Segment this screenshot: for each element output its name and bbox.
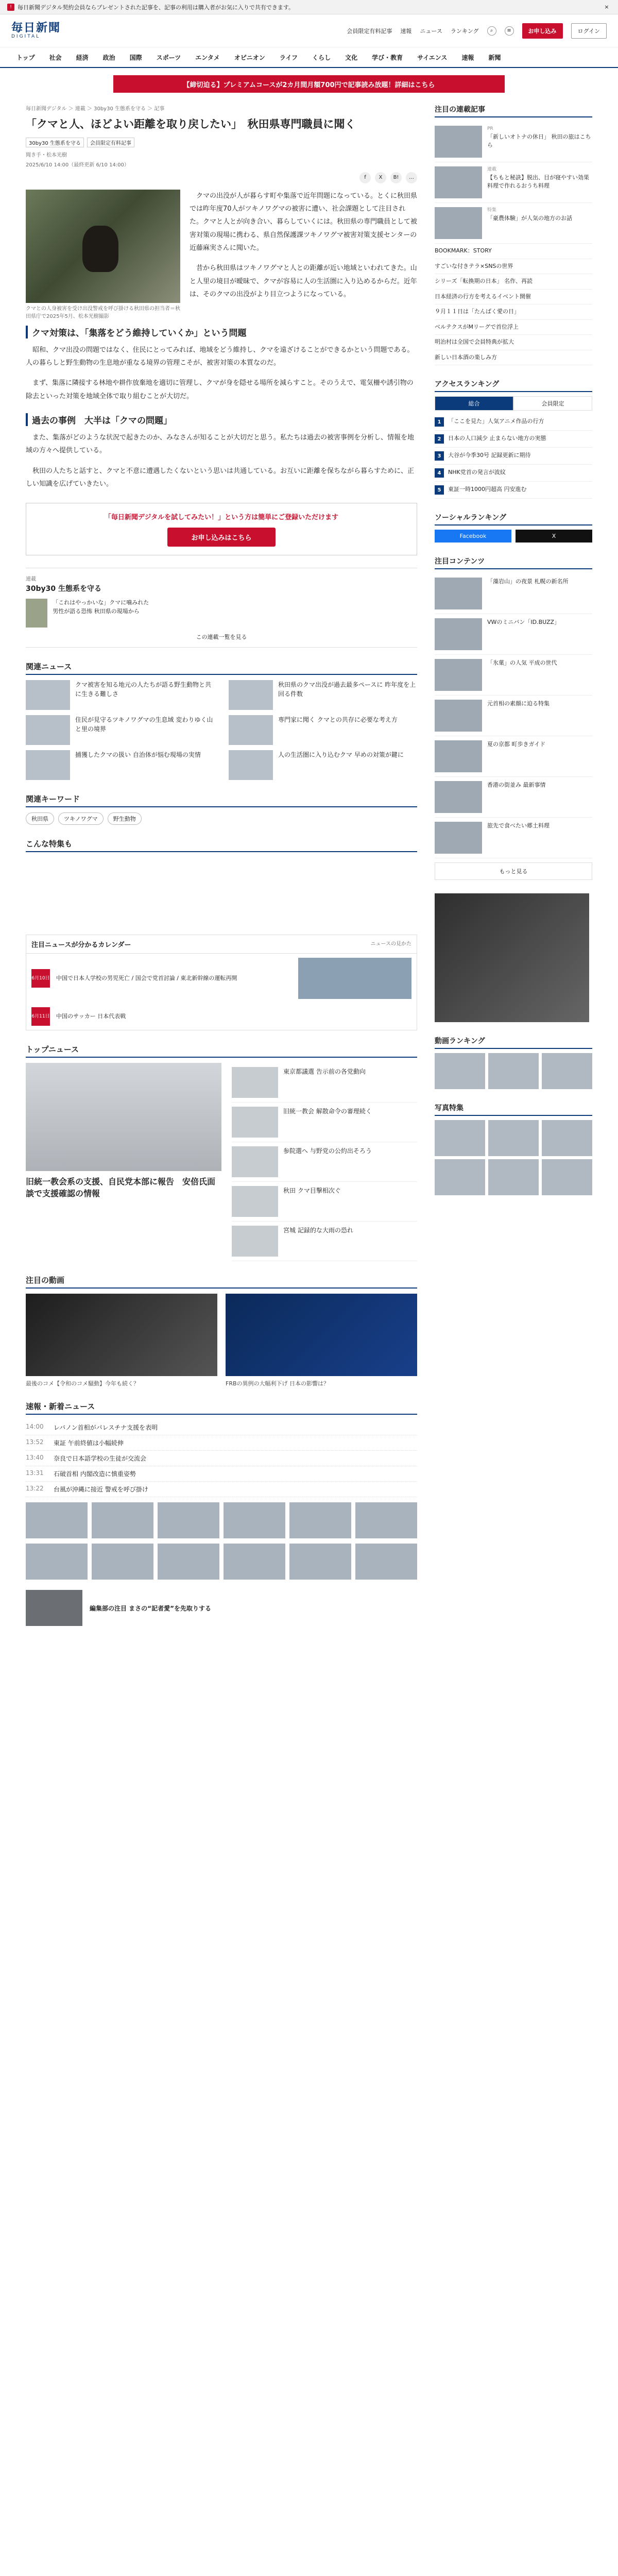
photo-feature-thumb[interactable] <box>542 1120 592 1156</box>
gnav-item[interactable]: オピニオン <box>234 54 265 61</box>
series-thumb <box>26 599 47 628</box>
series-card[interactable] <box>26 599 149 628</box>
keyword-chip[interactable]: 秋田県 <box>26 812 54 825</box>
gnav-item[interactable]: エンタメ <box>195 54 220 61</box>
related-heading: 関連ニュース <box>26 661 417 675</box>
side-ad[interactable] <box>435 893 589 1022</box>
side-recommend-item[interactable]: 特集 「豪農体験」が人気の地方のお話 <box>435 203 592 244</box>
keywords-heading: 関連キーワード <box>26 793 417 807</box>
photo-thumb[interactable] <box>355 1502 417 1538</box>
ranking-item[interactable]: 3 大谷が今季30号 記録更新に期待 <box>435 448 592 465</box>
article-author: 聞き手・松本光樹 <box>26 152 67 158</box>
side-content-heading: 注目コンテンツ <box>435 556 592 569</box>
header-nav-premium[interactable]: 会員限定有料記事 <box>347 27 392 35</box>
paragraph: クマの出没が人が暮らす町や集落で近年問題になっている。とくに秋田県では昨年度70人がツキノワグマの被害に遭い、社会課題として注目された。クマと人とが向き合い、暮らしていくには。秋田県の専門職員として被害対策の現場に携わる、県自然保護課ツキノワグマ被害対策支援センターの近藤麻実さんに聞いた。 <box>190 192 418 252</box>
side-link[interactable]: 日本経済の行方を考えるイベント開催 <box>435 290 592 305</box>
article-main <box>26 104 417 1626</box>
side-link[interactable]: 新しい日本酒の楽しみ方 <box>435 350 592 366</box>
topnews-image <box>26 1063 221 1171</box>
header-nav <box>347 23 607 39</box>
header-nav-breaking[interactable]: 速報 <box>400 27 412 35</box>
ranking-item[interactable]: 5 東証一時1000円超高 円安進む <box>435 482 592 499</box>
video-thumb[interactable] <box>226 1294 417 1376</box>
photo-thumb[interactable] <box>224 1502 285 1538</box>
side-link[interactable]: BOOKMARK：STORY <box>435 244 592 259</box>
related-list <box>26 680 417 780</box>
newslist <box>26 1420 417 1497</box>
series-label: 連載 <box>26 577 36 583</box>
premium-tag: 会員限定有料記事 <box>87 138 134 147</box>
close-icon[interactable]: × <box>604 4 609 10</box>
series-more-link[interactable]: この連載一覧を見る <box>196 634 247 641</box>
side-content-item[interactable]: 「氷菓」の人気 平成の世代 <box>435 655 592 696</box>
ranking-item[interactable]: 2 日本の人口減少 止まらない地方の実態 <box>435 431 592 448</box>
photo-row <box>26 1544 417 1580</box>
video-ranking-thumb[interactable] <box>435 1053 485 1089</box>
article-photo[interactable] <box>26 190 180 303</box>
paragraph: 秋田の人たちと話すと、クマと不意に遭遇したくないという思いは共通している。お互いに距離を保ちながら暮らすために、正しい知識を広げていきたい。 <box>26 467 415 488</box>
photo-thumb[interactable] <box>26 1502 88 1538</box>
side-content-item[interactable]: 香港の街並み 最新事情 <box>435 777 592 818</box>
calendar-day: 6月10日 <box>31 969 50 988</box>
article-title: 「クマと人、ほどよい距離を取り戻したい」 秋田県専門職員に聞く <box>26 117 356 130</box>
gnav-item[interactable]: サイエンス <box>417 54 448 61</box>
article-figure <box>26 190 180 320</box>
calendar-text[interactable]: 中国で日本人学校の男児死亡 / 国会で党首討論 / 東北新幹線の運転再開 <box>56 974 237 981</box>
notice-icon: ! <box>7 4 14 11</box>
gnav-item[interactable]: スポーツ <box>156 54 181 61</box>
photo-feature-thumb[interactable] <box>542 1159 592 1195</box>
side-content-item[interactable]: 「藻岩山」の夜景 札幌の新名所 <box>435 573 592 614</box>
article-date: 2025/6/10 14:00（最終更新 6/10 14:00） <box>26 162 129 168</box>
subscribe-button[interactable]: お申し込み <box>522 23 563 39</box>
site-logo[interactable]: 毎日新聞 DIGITAL <box>11 21 61 39</box>
related-item[interactable]: クマ被害を知る地元の人たちが語る野生動物と共に生きる難しさ <box>26 680 214 710</box>
ranking-tab-premium[interactable]: 会員限定 <box>513 396 592 411</box>
news-row[interactable]: 13:31 石破首相 内閣改造に慎重姿勢 <box>26 1466 417 1482</box>
calendar-heading: 注目ニュースが分かるカレンダー <box>31 941 131 950</box>
side-content-item[interactable]: 旅先で食べたい郷土料理 <box>435 818 592 858</box>
site-header <box>0 14 618 47</box>
related-item[interactable]: 秋田県のクマ出没が過去最多ペースに 昨年度を上回る件数 <box>229 680 417 710</box>
calendar-thumb[interactable] <box>298 958 411 999</box>
topnews-heading: トップニュース <box>26 1044 417 1058</box>
photo-thumb[interactable] <box>158 1502 219 1538</box>
video-caption[interactable]: 最後のコメ【令和のコメ騒動】今年も続く？ <box>26 1380 139 1387</box>
ranking-heading: アクセスランキング <box>435 379 592 392</box>
topnews-item[interactable]: 旧統一教会 解散命令の審理続く <box>232 1103 417 1142</box>
gnav-item[interactable]: トップ <box>16 54 35 61</box>
gnav-item[interactable]: ライフ <box>279 54 298 61</box>
hatena-icon[interactable]: B! <box>390 172 402 183</box>
calendar-day: 6月11日 <box>31 1007 50 1026</box>
keyword-chip[interactable]: ツキノワグマ <box>58 812 104 825</box>
more-icon[interactable]: … <box>406 172 417 183</box>
ranking-item[interactable]: 1 「ここを見た」人気アニメ作品の行方 <box>435 414 592 431</box>
side-content-item[interactable]: 夏の京都 町歩きガイド <box>435 736 592 777</box>
header-nav-news[interactable]: ニュース <box>420 27 442 35</box>
series-box <box>26 568 417 648</box>
gnav-item[interactable]: 政治 <box>102 54 115 61</box>
photo-thumb[interactable] <box>92 1502 153 1538</box>
breadcrumb[interactable]: 毎日新聞デジタル ＞ 連載 ＞ 30by30 生態系を守る ＞ 記事 <box>26 106 165 112</box>
search-icon[interactable]: ⌕ <box>487 26 496 36</box>
video-ranking-thumb[interactable] <box>542 1053 592 1089</box>
related-item[interactable]: 捕獲したクマの扱い 自治体が悩む現場の実情 <box>26 750 214 780</box>
social-tab-facebook[interactable]: Facebook <box>435 530 511 543</box>
news-row[interactable]: 13:52 東証 午前終値は小幅続伸 <box>26 1435 417 1451</box>
photo-feature-thumb[interactable] <box>435 1120 485 1156</box>
paragraph: 昔から秋田県はツキノワグマと人との距離が近い地域といわれてきた。山と人里の境目が曖昧で、クマが容易に人の生活圏に入り込めるからだ。近年は、そのクマの出没がより目立つようになっている。 <box>190 264 417 298</box>
news-row[interactable]: 13:40 奈良で日本語学校の生徒が交流会 <box>26 1451 417 1466</box>
related-item[interactable]: 人の生活圏に入り込むクマ 早めの対策が鍵に <box>229 750 417 780</box>
photo-feature-heading: 写真特集 <box>435 1103 592 1116</box>
photo-thumb[interactable] <box>224 1544 285 1580</box>
paragraph: また、集落がどのような状況で起きたのか、みなさんが知ることが大切だと思う。私たちは過去の被害事例を分析し、情報を地域の方々へ提供している。 <box>26 433 415 455</box>
section-heading: 過去の事例 大半は「クマの問題」 <box>26 413 417 426</box>
section-heading: クマ対策は、「集落をどう維持していくか」という問題 <box>26 326 417 338</box>
calendar-box <box>26 935 417 1030</box>
news-row[interactable]: 13:22 台風が沖縄に接近 警戒を呼び掛け <box>26 1482 417 1497</box>
video-heading: 注目の動画 <box>26 1275 417 1289</box>
paywall-subscribe-button[interactable]: お申し込みはこちら <box>167 528 275 547</box>
header-nav-ranking[interactable]: ランキング <box>450 27 479 35</box>
paragraph: まず、集落に隣接する林地や耕作放棄地を適切に管理し、クマが身を隠せる場所を減らすこと。そのうえで、電気柵や誘引物の除去といった対策を地域全体で取り組むことが大切だ。 <box>26 379 414 400</box>
series-tag[interactable]: 30by30 生態系を守る <box>26 138 84 147</box>
topnews-main[interactable] <box>26 1063 221 1261</box>
facebook-icon[interactable]: f <box>359 172 371 183</box>
video-ranking-heading: 動画ランキング <box>435 1036 592 1049</box>
side-link[interactable]: すごいな付きテラ×SNSの世界 <box>435 259 592 275</box>
side-link[interactable]: ９月１１日は「たんばく愛の日」 <box>435 304 592 320</box>
global-nav <box>0 47 618 68</box>
menu-icon[interactable]: ≡ <box>505 26 514 36</box>
calendar-more[interactable]: ニュースの見かた <box>370 941 411 947</box>
x-icon[interactable]: X <box>375 172 386 183</box>
related-item[interactable]: 専門家に聞く クマとの共存に必要な考え方 <box>229 715 417 745</box>
ranking-item[interactable]: 4 NHK党首の発言が波紋 <box>435 465 592 482</box>
side-readmore-button[interactable]: もっと見る <box>435 862 592 880</box>
gnav-item[interactable]: 学び・教育 <box>372 54 403 61</box>
gnav-item[interactable]: 経済 <box>76 54 89 61</box>
side-content-item[interactable]: VWのミニバン「ID.BUZZ」 <box>435 614 592 655</box>
likes-area <box>26 857 417 919</box>
side-recommend-item[interactable]: 連載 【ちもと秘訣】脱出、目が寝やすい効果 料理で作れるおうち料理 <box>435 162 592 203</box>
side-recommend-heading: 注目の連載記事 <box>435 104 592 117</box>
topnews-title: 旧統一教会系の支援、自民党本部に報告 安倍氏面談で支援確認の情報 <box>26 1177 216 1199</box>
likes-heading: こんな特集も <box>26 838 417 852</box>
video-caption[interactable]: FRBの異例の大幅利下げ 日本の影響は？ <box>226 1380 330 1387</box>
video-thumb[interactable] <box>26 1294 217 1376</box>
calendar-text[interactable]: 中国のサッカー 日本代表戦 <box>56 1012 126 1020</box>
gnav-item[interactable]: 速報 <box>461 54 474 61</box>
paywall <box>26 503 417 555</box>
photo-thumb[interactable] <box>289 1544 351 1580</box>
photo-feature-thumb[interactable] <box>435 1159 485 1195</box>
related-item[interactable]: 住民が見守るツキノワグマの生息域 変わりゆく山と里の境界 <box>26 715 214 745</box>
series-title[interactable]: 30by30 生態系を守る <box>26 585 101 594</box>
video-ranking-thumb[interactable] <box>488 1053 539 1089</box>
paragraph: 昭和、クマ出没の問題ではなく、住民にとってみれば、地域をどう維持し、クマを遠ざけることができるかという問題である。人の暮らしと野生動物の生息地が重なる境界の管理こそが、被害対策の本質なのだ。 <box>26 346 414 367</box>
gnav-item[interactable]: 国際 <box>129 54 142 61</box>
social-tab-x[interactable]: X <box>516 530 592 543</box>
social-heading: ソーシャルランキング <box>435 512 592 526</box>
ranking-tab-all[interactable]: 総合 <box>435 396 513 411</box>
sidebar <box>435 104 592 1626</box>
notice-bar <box>0 0 618 14</box>
side-link[interactable]: シリーズ「転換期の日本」 名作、再読 <box>435 274 592 290</box>
keyword-list <box>26 812 417 825</box>
news-row[interactable]: 14:00 レバノン首相がパレスチナ支援を表明 <box>26 1420 417 1435</box>
share-bar <box>26 172 417 183</box>
gnav-item[interactable]: 社会 <box>49 54 62 61</box>
editor-pick[interactable] <box>26 1590 417 1626</box>
topnews-item[interactable]: 宮城 記録的な大雨の恐れ <box>232 1222 417 1261</box>
gnav-item[interactable]: 文化 <box>345 54 358 61</box>
photo-row <box>26 1502 417 1538</box>
photo-caption: クマとの人身被害を受け出没警戒を呼び掛ける秋田県の担当者＝秋田県庁で2025年5月、松本光樹撮影 <box>26 306 180 319</box>
photo-feature-thumb[interactable] <box>488 1120 539 1156</box>
side-recommend-item[interactable]: PR 「新しいオトナの休日」 秋田の旅はこちら <box>435 122 592 162</box>
side-link[interactable]: ベルテクスがMリーグで首位浮上 <box>435 320 592 335</box>
photo-thumb[interactable] <box>26 1544 88 1580</box>
photo-thumb[interactable] <box>289 1502 351 1538</box>
photo-feature-thumb[interactable] <box>488 1159 539 1195</box>
side-link[interactable]: 明治村は全国で会員特典が拡大 <box>435 335 592 350</box>
gnav-item[interactable]: 新聞 <box>488 54 501 61</box>
newslist-heading: 速報・新着ニュース <box>26 1401 417 1415</box>
keyword-chip[interactable]: 野生動物 <box>108 812 142 825</box>
promo-banner[interactable]: 【締切迫る】プレミアムコースが2カ月間月額700円で記事読み放題！詳細はこちら <box>113 75 505 93</box>
editor-pick-thumb <box>26 1590 82 1626</box>
topnews-item[interactable]: 参院選へ 与野党の公約出そろう <box>232 1142 417 1182</box>
photo-thumb[interactable] <box>355 1544 417 1580</box>
photo-thumb[interactable] <box>158 1544 219 1580</box>
photo-thumb[interactable] <box>92 1544 153 1580</box>
topnews-item[interactable]: 東京都議選 告示前の各党動向 <box>232 1063 417 1103</box>
editor-pick-text: 編集部の注目 まさの“記者愛”を先取りする <box>90 1604 211 1612</box>
topnews-item[interactable]: 秋田 クマ目撃相次ぐ <box>232 1182 417 1222</box>
login-button[interactable]: ログイン <box>571 23 607 39</box>
topnews-list <box>232 1063 417 1261</box>
gnav-item[interactable]: くらし <box>312 54 331 61</box>
side-content-item[interactable]: 元首相の素顔に迫る特集 <box>435 696 592 736</box>
series-card-title: 「これはやっかいな」クマに噛みれた男性が語る恐怖 秋田県の現場から <box>53 599 149 615</box>
notice-text: 毎日新聞デジタル契約会員ならプレゼントされた記事を、記事の利用は購入者がお気に入りで共有できます。 <box>18 4 295 11</box>
paywall-text: 「毎日新聞デジタルを試してみたい！」という方は簡単にご登録いただけます <box>104 514 339 522</box>
